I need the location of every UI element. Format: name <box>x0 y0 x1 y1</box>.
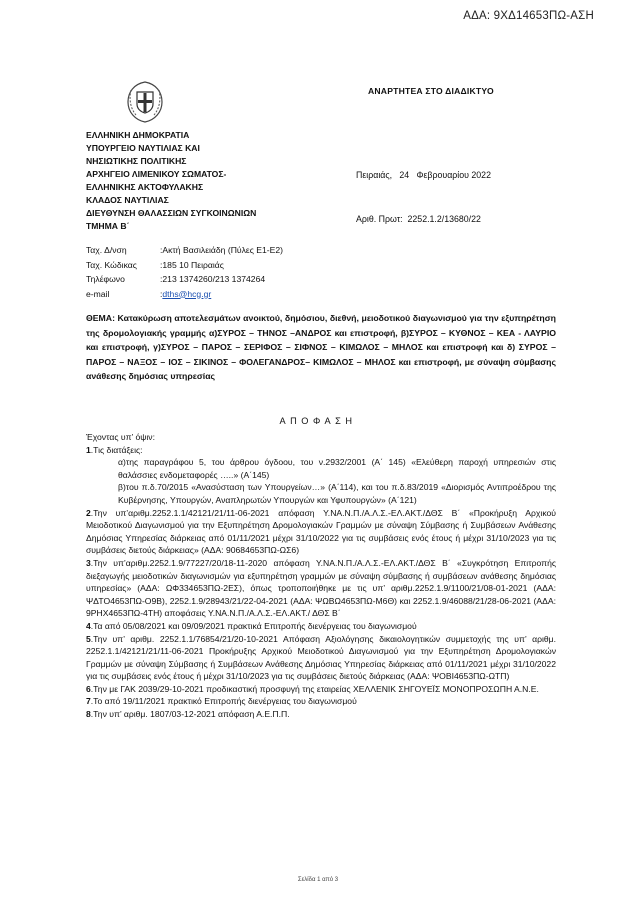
list-item: 4.Τα από 05/08/2021 και 09/09/2021 πρακτικά Επιτροπής διενέργειας του διαγωνισμού <box>86 620 417 631</box>
list-item: 3.Την υπ’αριθμ.2252.1.9/77227/20/18-11-2020 απόφαση Υ.ΝΑ.Ν.Π./Α.Λ.Σ.-ΕΛ.ΑΚΤ./ΔΘΣ Β΄ «Συγκρότηση Επιτροπής διεξαγωγής μειοδοτικών διαγωνισμών για εξυπηρέτηση γραμμών με σύναψη σύμβασης ή συμβάσεων ανάθεσης δημόσιας υπηρεσίας» (ΑΔΑ: ΩΦ334653ΠΩ-2ΕΣ), όπως τροποποιήθηκε με τις υπ’ αριθμ.2252.1.9/1100/21/08-01-2021 (ΑΔΑ: ΨΔΤΟ4653ΠΩ-Ο9Β), 2252.1.9/28943/21/22-04-2021 (ΑΔΑ: ΨΩΒΩ4653ΠΩ-Μ6Θ) και 2252.1.9/46088/21/28-06-2021 (ΑΔΑ: 9ΡΗΧ4653ΠΩ-4ΤΗ) αποφάσεις Υ.ΝΑ.Ν.Π./Α.Λ.Σ.-ΕΛ.ΑΚΤ./ ΔΘΣ Β΄ <box>86 557 556 619</box>
contact-label: Ταχ. Κώδικας <box>86 259 137 270</box>
document-body <box>86 431 556 721</box>
sub-item: β)του π.δ.70/2015 «Ανασύσταση των Υπουργείων…» (Α΄114), και του π.δ.83/2019 «Διορισμός Αντιπροέδρου της Κυβέρνησης, Υπουργών, Αναπληρωτών Υπουργών και Υφυπουργών» (Α΄121) <box>118 482 556 505</box>
contact-row <box>86 243 283 258</box>
contact-value: : <box>160 288 163 299</box>
contact-label: Τηλέφωνο <box>86 274 125 284</box>
contact-value: :185 10 Πειραιάς <box>160 259 224 270</box>
decision-heading: ΑΠΟΦΑΣΗ <box>279 416 357 426</box>
document-date: Πειραιάς, 24 Φεβρουαρίου 2022 <box>356 170 491 180</box>
list-item: 8.Την υπ’ αριθμ. 1807/03-12-2021 απόφαση Α.Ε.Π.Π. <box>86 709 290 720</box>
header-line: ΝΗΣΙΩΤΙΚΗΣ ΠΟΛΙΤΙΚΗΣ <box>86 156 187 166</box>
greek-coat-of-arms-icon <box>122 78 168 124</box>
header-line: ΥΠΟΥΡΓΕΙΟ ΝΑΥΤΙΛΙΑΣ ΚΑΙ <box>86 143 200 153</box>
issuer-header <box>86 129 256 233</box>
subject-paragraph: ΘΕΜΑ: Κατακύρωση αποτελεσμάτων ανοικτού, δημόσιου, διεθνή, μειοδοτικού διαγωνισμού για την εξυπηρέτηση της δρομολογιακής γραμμής α)ΣΥΡΟΣ – ΤΗΝΟΣ –ΑΝΔΡΟΣ και επιστροφή, β)ΣΥΡΟΣ – ΚΥΘΝΟΣ – ΚΕΑ - ΛΑΥΡΙΟ και επιστροφή, γ)ΣΥΡΟΣ – ΠΑΡΟΣ – ΣΕΡΙΦΟΣ – ΣΙΦΝΟΣ – ΚΙΜΩΛΟΣ – ΜΗΛΟΣ και επιστροφή και δ) ΣΥΡΟΣ – ΠΑΡΟΣ – ΝΑΞΟΣ – ΙΟΣ – ΣΙΚΙΝΟΣ – ΦΟΛΕΓΑΝΔΡΟΣ– ΚΙΜΩΛΟΣ – ΜΗΛΟΣ και επιστροφή, με σύναψη σύμβασης ανάθεσης δημόσιας υπηρεσίας <box>86 313 556 382</box>
header-line: ΕΛΛΗΝΙΚΗ ΔΗΜΟΚΡΑΤΙΑ <box>86 130 190 140</box>
header-line: ΔΙΕΥΘΥΝΣΗ ΘΑΛΑΣΣΙΩΝ ΣΥΓΚΟΙΝΩΝΙΩΝ <box>86 208 257 218</box>
list-item: 2.Την υπ’αριθμ.2252.1.1/42121/21/11-06-2021 απόφαση Υ.ΝΑ.Ν.Π./Α.Λ.Σ.-ΕΛ.ΑΚΤ./ΔΘΣ Β΄ «Προκήρυξη Αρχικού Μειοδοτικού Διαγωνισμού για την Εξυπηρέτηση Δρομολογιακών Γραμμών με σύναψη Σύμβασης ή Συμβάσεων Ανάθεσης Δημόσιας Υπηρεσίας διάρκειας από 01/11/2021 μέχρι 31/10/2022 για τις συμβάσεις ενός έτους ή μέχρι 31/10/2023 για τις συμβάσεις διετούς διάρκειας» (ΑΔΑ: 90684653ΠΩ-ΩΣ6) <box>86 507 556 556</box>
protocol-number: Αριθ. Πρωτ: 2252.1.2/13680/22 <box>356 214 481 224</box>
contact-value: :213 1374260/213 1374264 <box>160 274 266 284</box>
header-line: ΤΜΗΜΑ Β΄ <box>86 221 130 231</box>
email-link[interactable]: dths@hcg.gr <box>162 288 212 299</box>
list-item: 1.Τις διατάξεις: <box>86 444 143 455</box>
list-item: 5.Την υπ’ αριθμ. 2252.1.1/76854/21/20-10-2021 Απόφαση Αξιολόγησης δικαιολογητικών συμμετοχής της υπ’ αριθμ. 2252.1.1/42121/21/11-06-2021 Προκήρυξης Αρχικού Μειοδοτικού Διαγωνισμού για την Εξυπηρέτηση Δρομολογιακών Γραμμών με σύναψη Σύμβασης ή Συμβάσεων Ανάθεσης Δημόσιας Υπηρεσίας διάρκειας από 01/11/2021 μέχρι 31/10/2022 για τις συμβάσεις ενός έτους ή μέχρι 31/10/2023 για τις συμβάσεις διετούς διάρκειας (ΑΔΑ: ΨΟΒΙ4653ΠΩ-ΩΤΠ) <box>86 633 556 682</box>
contact-label: Ταχ. Δ/νση <box>86 245 127 255</box>
header-line: ΑΡΧΗΓΕΙΟ ΛΙΜΕΝΙΚΟΥ ΣΩΜΑΤΟΣ- <box>86 169 227 179</box>
contact-value: :Ακτή Βασιλειάδη (Πύλες Ε1-Ε2) <box>160 245 284 255</box>
contact-label: e-mail <box>86 288 110 299</box>
intro-line: Έχοντας υπ’ όψιν: <box>86 432 155 442</box>
header-line: ΕΛΛΗΝΙΚΗΣ ΑΚΤΟΦΥΛΑΚΗΣ <box>86 182 204 192</box>
contact-row <box>86 272 283 287</box>
contact-details <box>86 243 283 301</box>
publication-note: ΑΝΑΡΤΗΤΕΑ ΣΤΟ ΔΙΑΔΙΚΤΥΟ <box>368 86 494 96</box>
list-item: 6.Την με ΓΑΚ 2039/29-10-2021 προδικαστική προσφυγή της εταιρείας ΧΕΛΛΕΝΙΚ ΣΗΓΟΥΕΪΣ ΜΟΝΟΠΡΟΣΩΠΗ Α.Ν.Ε. <box>86 683 539 694</box>
contact-row <box>86 287 283 302</box>
sub-item: α)της παραγράφου 5, του άρθρου όγδοου, του ν.2932/2001 (Α΄ 145) «Ελεύθερη παροχή υπηρεσιών στις θαλάσσιες ενδομεταφορές …..» (Α΄145) <box>118 457 556 480</box>
page-footer: Σελίδα 1 από 3 <box>297 877 339 883</box>
ada-code: ΑΔΑ: 9ΧΔ14653ΠΩ-ΑΣΗ <box>463 10 594 22</box>
contact-row <box>86 258 283 273</box>
list-item: 7.Το από 19/11/2021 πρακτικό Επιτροπής διενέργειας του διαγωνισμού <box>86 696 357 707</box>
header-line: ΚΛΑΔΟΣ ΝΑΥΤΙΛΙΑΣ <box>86 195 169 205</box>
